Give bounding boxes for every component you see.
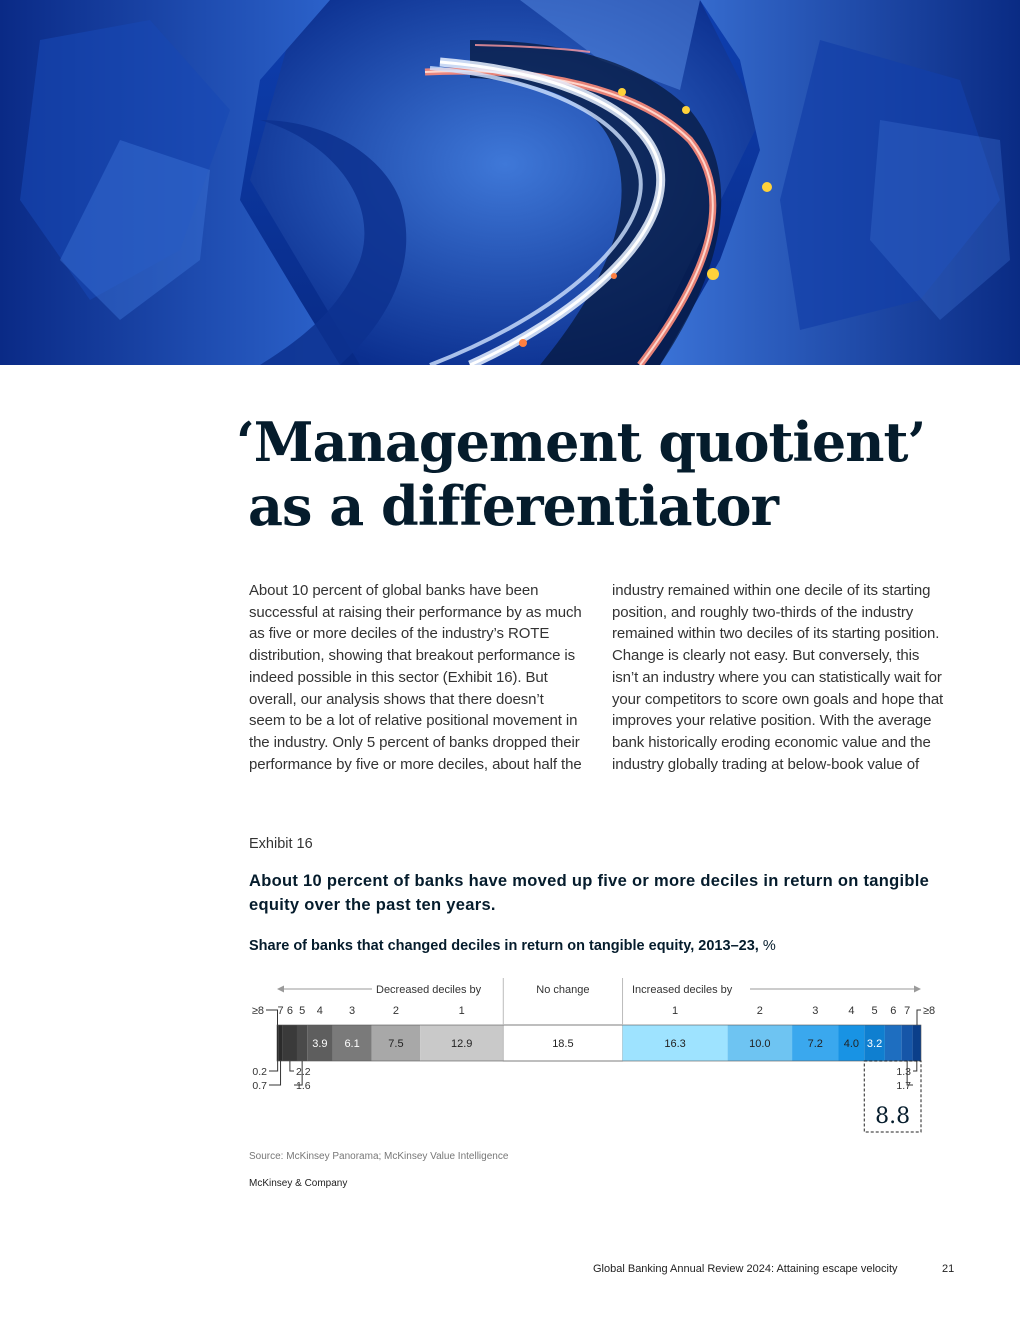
small-segment-label: 1.3 <box>896 1066 911 1078</box>
bar-segment <box>283 1025 297 1061</box>
category-tick-label: ≥8 <box>923 1005 936 1017</box>
page-number: 21 <box>942 1263 955 1275</box>
bar-value-label: 6.1 <box>344 1038 360 1050</box>
bar-value-label: 7.5 <box>388 1038 404 1050</box>
small-segment-label: 1.6 <box>296 1080 311 1092</box>
hero-photo <box>0 0 1020 365</box>
small-segment-label: 1.7 <box>896 1080 911 1092</box>
bar-value-label: 18.5 <box>552 1038 574 1050</box>
decile-change-stacked-bar-chart <box>0 970 1020 1140</box>
category-tick-label: 2 <box>756 1005 763 1017</box>
body-text-column-1: About 10 percent of global banks have been successful at raising their performance by as much as five or more deciles of the industry’s ROTE distribution, showing that breakout performance is indeed possible in this sector (Exhibit 16). But overall, our analysis shows that there doesn’t seem to be a lot of relative positional movement in the industry. Only 5 percent of banks dropped their performance by five or more deciles, about half the <box>249 582 582 773</box>
bar-segment <box>913 1025 921 1061</box>
category-tick-label: 1 <box>672 1005 679 1017</box>
chart-subtitle <box>249 938 776 954</box>
leader-line <box>266 1010 278 1025</box>
category-tick-label: ≥8 <box>251 1005 264 1017</box>
bar-value-label: 3.2 <box>866 1038 883 1050</box>
exhibit-title: About 10 percent of banks have moved up five or more deciles in return on tangible equity over the past ten years. <box>249 872 930 914</box>
category-tick-label: 6 <box>890 1005 897 1017</box>
body-text-column-2: industry remained within one decile of its starting position, and roughly two-thirds of the industry remained within two deciles of its starting position. Change is clearly not easy. But conversely, this isn’t an industry where you can statistically wait for your competitors to score own goals and hope that improves your relative position. With the average bank historically eroding economic value and the industry globally trading at below-book value of <box>612 582 944 773</box>
chart-unit: % <box>762 938 776 954</box>
small-segment-label: 0.2 <box>252 1066 267 1078</box>
source-note: Source: McKinsey Panorama; McKinsey Value Intelligence <box>249 1151 509 1162</box>
category-tick-label: 3 <box>812 1005 819 1017</box>
leader-line <box>917 1010 921 1025</box>
increased-arrow-head <box>914 986 921 993</box>
category-tick-label: 1 <box>458 1005 465 1017</box>
mountain-road-light-trails-image <box>0 0 1020 365</box>
category-tick-label: 5 <box>299 1005 306 1017</box>
leader-line <box>290 1061 294 1071</box>
bar-value-label: 10.0 <box>749 1038 771 1050</box>
category-tick-label: 2 <box>392 1005 399 1017</box>
bar-value-label: 12.9 <box>450 1038 473 1050</box>
footer-report-title: Global Banking Annual Review 2024: Attaining escape velocity <box>593 1263 898 1275</box>
bar-segment <box>297 1025 307 1061</box>
bar-segment <box>902 1025 913 1061</box>
page-title-line-2: as a differentiator <box>248 474 778 538</box>
bar-value-label: 4.0 <box>843 1038 860 1050</box>
bar-value-label: 16.3 <box>664 1038 686 1050</box>
chart-subtitle-text: Share of banks that changed deciles in return on tangible equity, 2013–23, <box>249 938 759 954</box>
brand-name: McKinsey & Company <box>249 1178 348 1189</box>
category-tick-label: 5 <box>871 1005 878 1017</box>
page-title-line-1: ‘Management quotient’ <box>236 410 926 474</box>
category-tick-label: 4 <box>848 1005 855 1017</box>
leader-line <box>269 1061 281 1085</box>
bar-segment <box>885 1025 902 1061</box>
decreased-arrow-head <box>277 986 284 993</box>
group-label-decreased: Decreased deciles by <box>376 984 482 996</box>
page-title <box>236 410 925 538</box>
bar-segment <box>278 1025 283 1061</box>
small-segment-label: 2.2 <box>296 1066 311 1078</box>
category-tick-label: 4 <box>316 1005 323 1017</box>
bar-value-label: 7.2 <box>807 1038 823 1050</box>
leader-line <box>269 1061 278 1071</box>
leader-line <box>913 1061 917 1071</box>
category-tick-label: 7 <box>277 1005 284 1017</box>
bar-value-label: 3.9 <box>312 1038 328 1050</box>
category-tick-label: 7 <box>904 1005 911 1017</box>
category-tick-label: 6 <box>286 1005 293 1017</box>
group-label-no-change: No change <box>536 984 590 996</box>
exhibit-label: Exhibit 16 <box>249 836 313 852</box>
group-label-increased: Increased deciles by <box>632 984 733 996</box>
callout-value: 8.8 <box>875 1104 911 1129</box>
category-tick-label: 3 <box>349 1005 356 1017</box>
small-segment-label: 0.7 <box>252 1080 267 1092</box>
